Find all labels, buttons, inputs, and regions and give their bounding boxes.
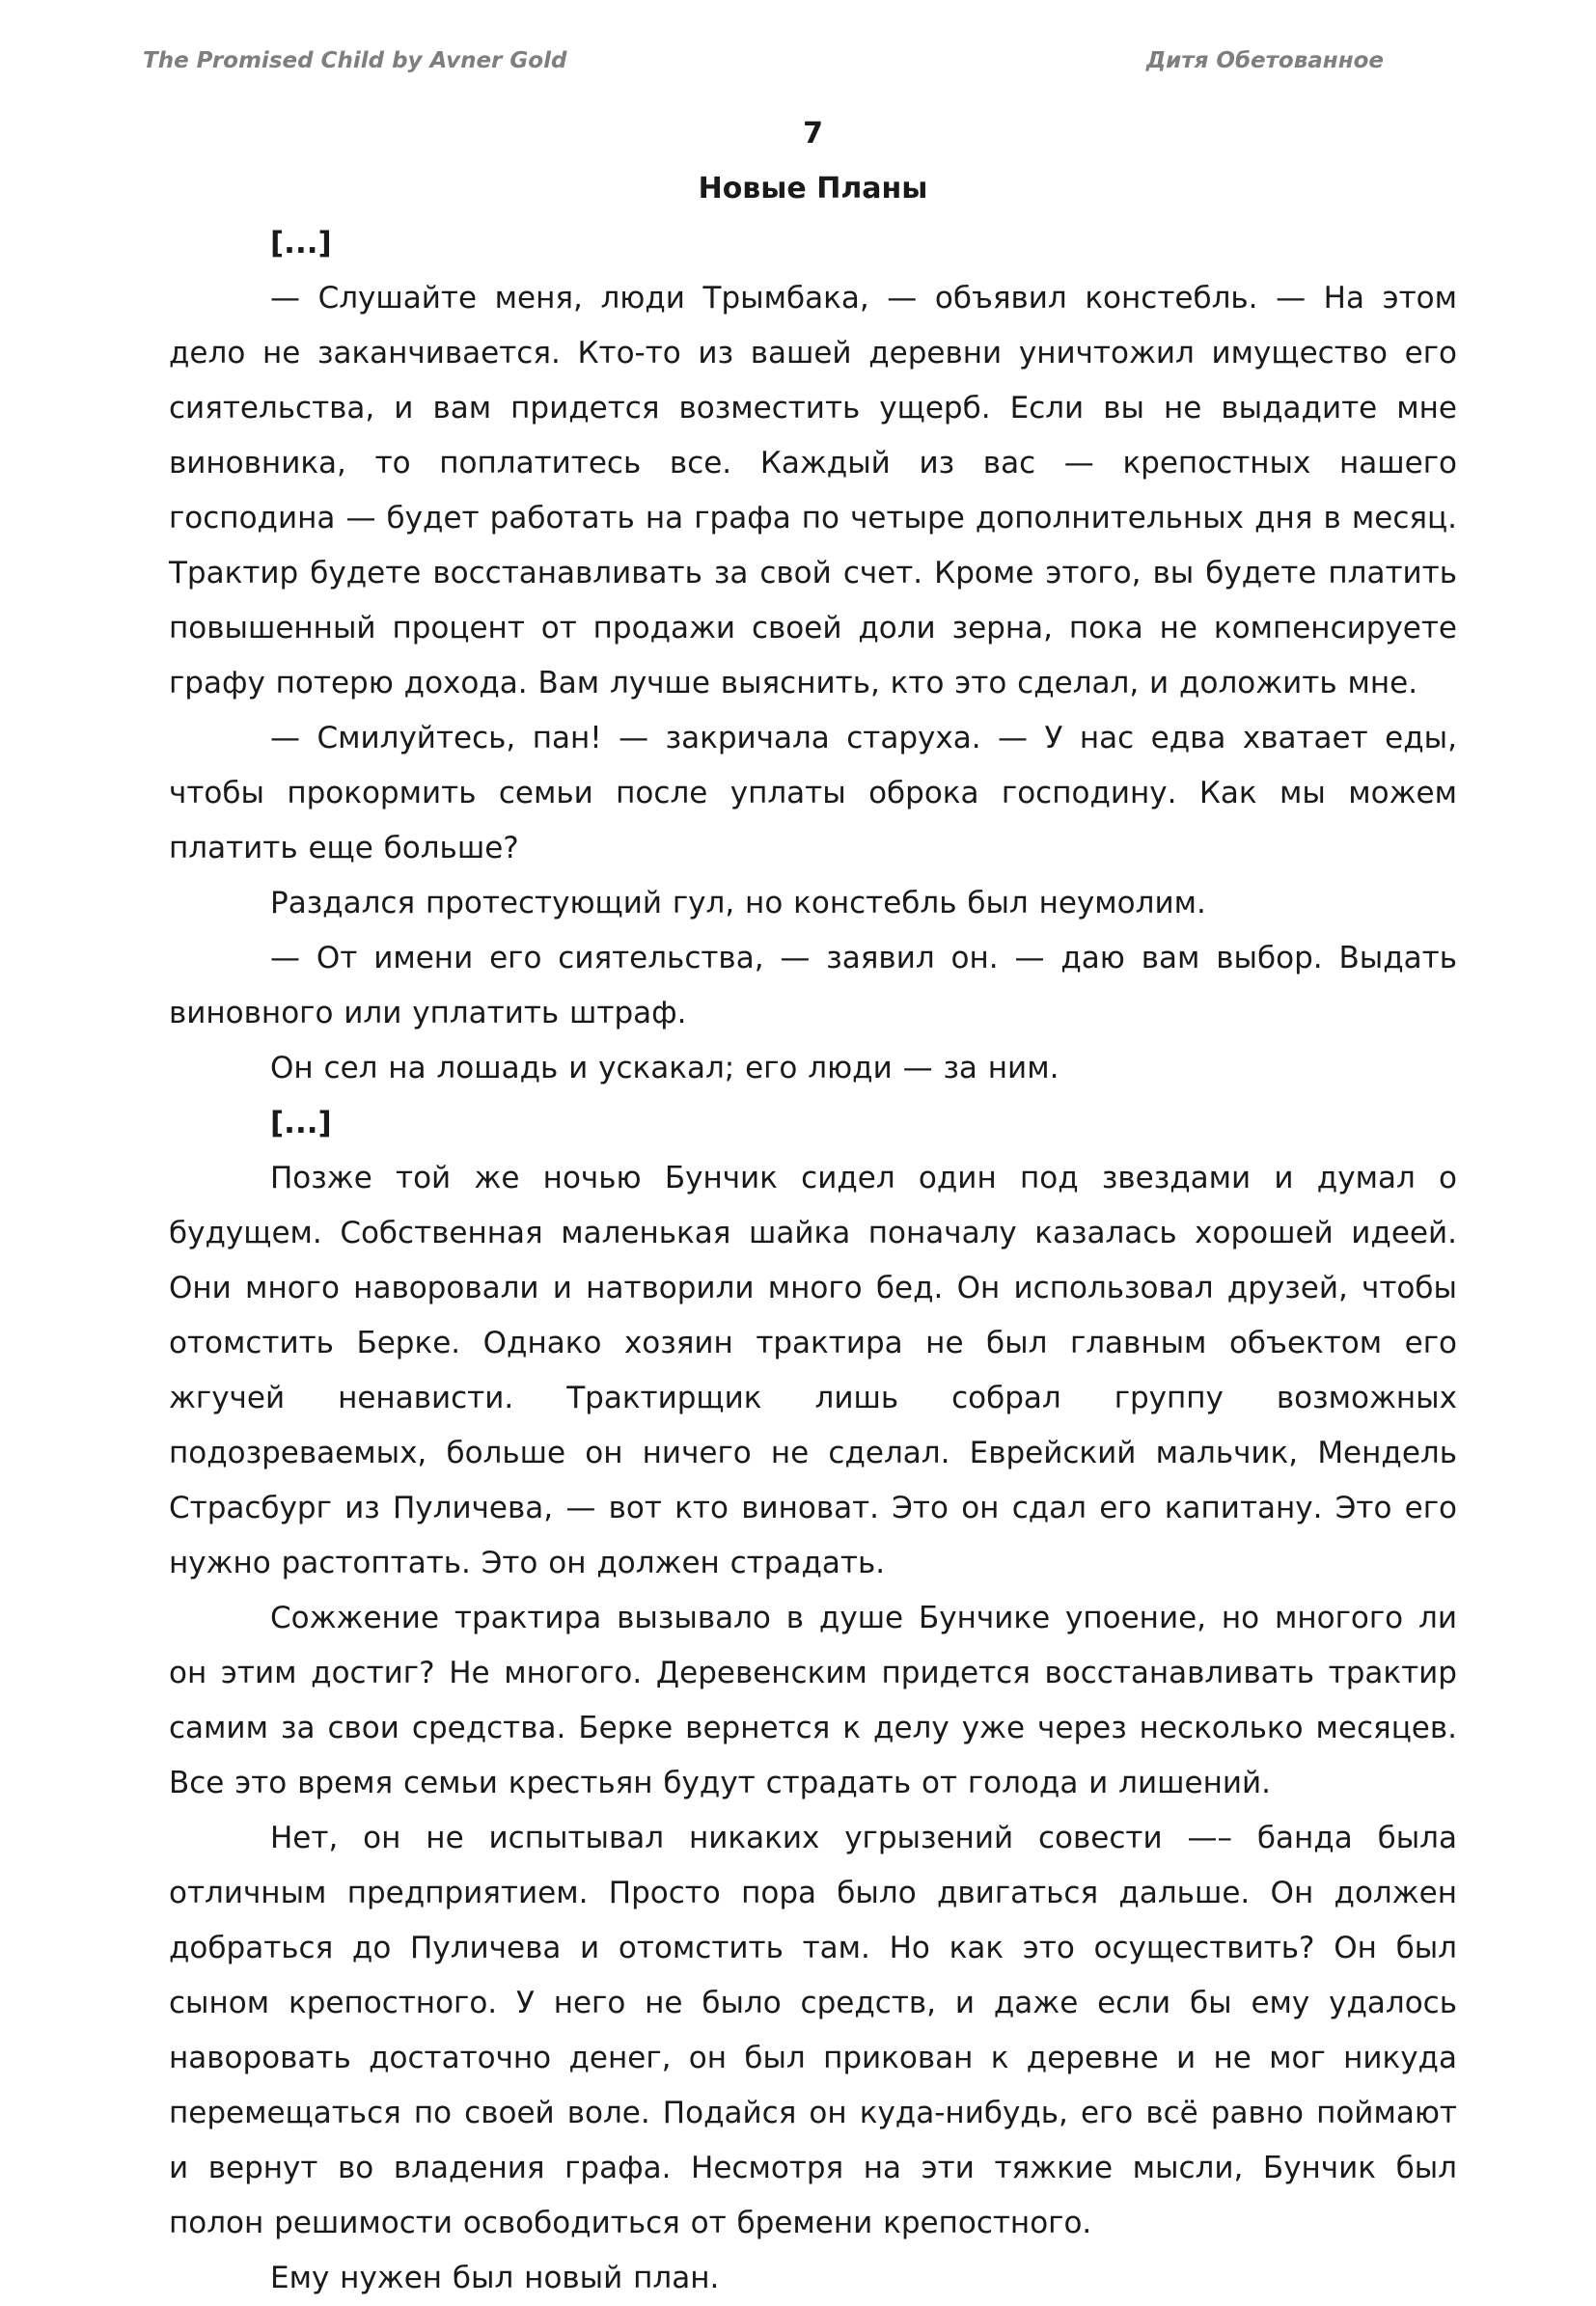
running-header-translated-title: Дитя Обетованное <box>1145 48 1384 73</box>
body-text <box>169 216 1457 2306</box>
page-content <box>169 106 1457 2306</box>
paragraph: — Слушайте меня, люди Трымбака, — объявил констебль. — На этом дело не заканчивается. Кто-то из вашей деревни уничтожил имущество его сиятельства, и вам придется возместить ущерб. Если вы не выдадите мне виновника, то поплатитесь все. Каждый из вас — крепостных нашего господина — будет работать на графа по четыре дополнительных дня в месяц. Трактир будете восстанавливать за свой счет. Кроме этого, вы будете платить повышенный процент от продажи своей доли зерна, пока не компенсируете графу потерю дохода. Вам лучше выяснить, кто это сделал, и доложить мне. <box>169 281 1457 700</box>
paragraph: — Смилуйтесь, пан! — закричала старуха. — У нас едва хватает еды, чтобы прокормить семьи после уплаты оброка господину. Как мы можем платить еще больше? <box>169 721 1457 865</box>
paragraph: Нет, он не испытывал никаких угрызений совести —– банда была отличным предприятием. Просто пора было двигаться дальше. Он должен добраться до Пуличева и отомстить там. Но как это осуществить? Он был сыном крепостного. У него не было средств, и даже если бы ему удалось наворовать достаточно денег, он был прикован к деревне и не мог никуда перемещаться по своей воле. Подайся он куда-нибудь, его всё равно поймают и вернут во владения графа. Несмотря на эти тяжкие мысли, Бунчик был полон решимости освободиться от бремени крепостного. <box>169 1821 1457 2240</box>
paragraph: Позже той же ночью Бунчик сидел один под звездами и думал о будущем. Собственная маленькая шайка поначалу казалась хорошей идеей. Они много наворовали и натворили много бед. Он использовал друзей, чтобы отомстить Берке. Однако хозяин трактира не был главным объектом его жгучей ненависти. Трактирщик лишь собрал группу возможных подозреваемых, больше он ничего не сделал. Еврейский мальчик, Мендель Страсбург из Пуличева, — вот кто виноват. Это он сдал его капитану. Это его нужно растоптать. Это он должен страдать. <box>169 1161 1457 1580</box>
paragraph: Сожжение трактира вызывало в душе Бунчике упоение, но многого ли он этим достиг? Не многого. Деревенским придется восстанавливать трактир самим за свои средства. Берке вернется к делу уже через несколько месяцев. Все это время семьи крестьян будут страдать от голода и лишений. <box>169 1601 1457 1800</box>
omission-marker: [...] <box>270 1106 332 1140</box>
omission-marker: [...] <box>270 226 332 261</box>
paragraph: Раздался протестующий гул, но констебль был неумолим. <box>270 886 1206 920</box>
paragraph: — От имени его сиятельства, — заявил он. — даю вам выбор. Выдать виновного или уплатить штраф. <box>169 941 1457 1030</box>
chapter-title: Новые Планы <box>698 172 928 206</box>
paragraph: Ему нужен был новый план. <box>270 2261 720 2295</box>
paragraph: Он сел на лошадь и ускакал; его люди — за ним. <box>270 1051 1059 1085</box>
running-header-book-title: The Promised Child by Avner Gold <box>143 48 567 73</box>
chapter-number: 7 <box>803 117 823 151</box>
